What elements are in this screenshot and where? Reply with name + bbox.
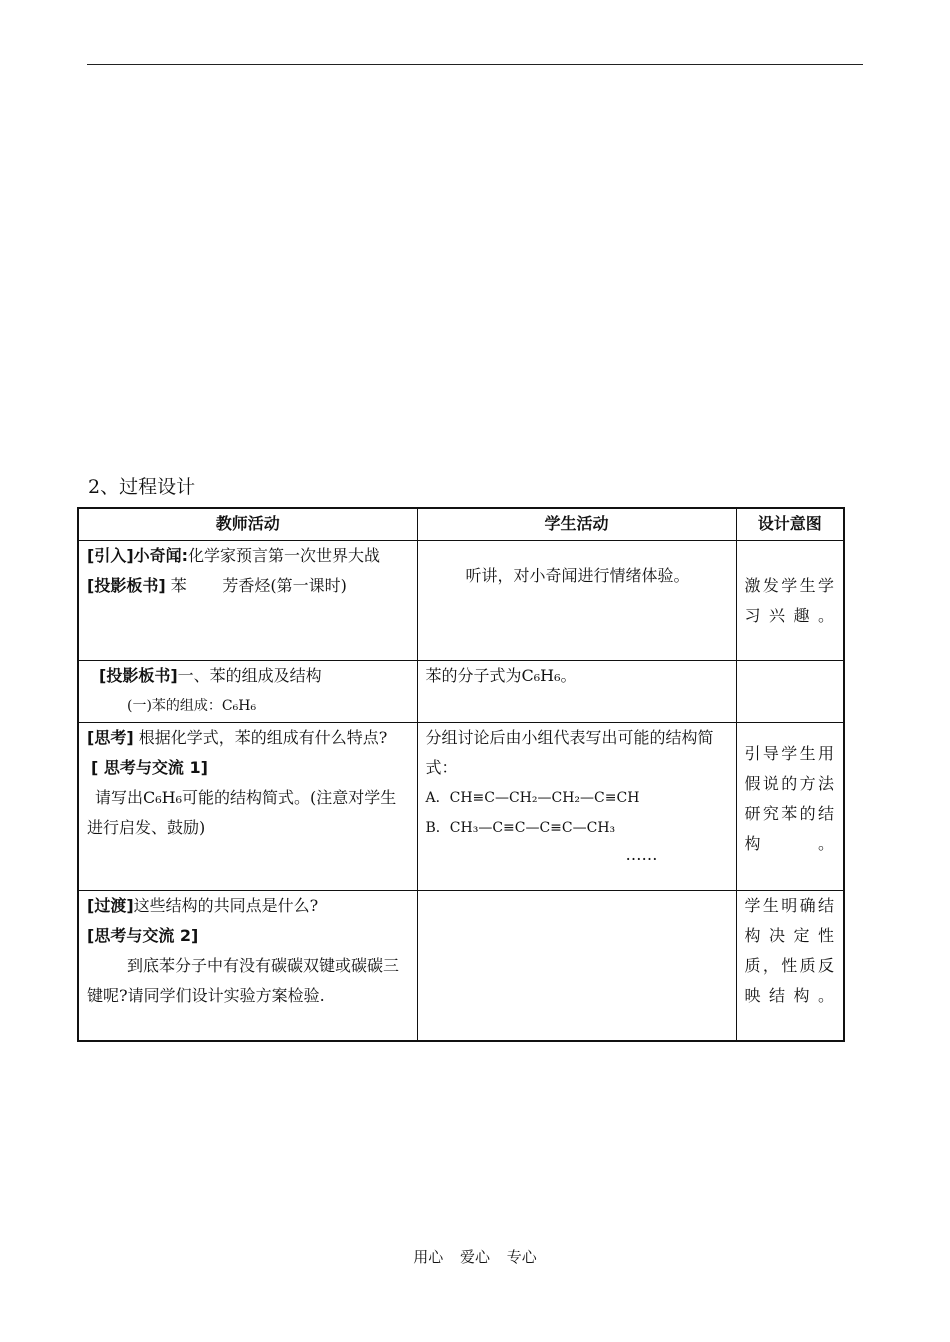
teacher-line: [投影板书] 苯 芳香烃(第一课时) <box>87 576 347 595</box>
intent-text: 学生明确结构决定性质，性质反映结构。 <box>744 896 835 1005</box>
student-line: 听讲，对小奇闻进行情绪体验。 <box>465 566 690 585</box>
formula-a: A．CH≡C—CH₂—CH₂—C≡CH <box>425 790 640 806</box>
formula-b: B．CH₃—C≡C—C≡C—CH₃ <box>425 820 616 836</box>
teacher-line: [思考与交流 2] <box>87 926 199 945</box>
table-row <box>78 891 844 1041</box>
table-header-row <box>78 508 844 541</box>
table-row <box>78 541 844 661</box>
design-intent-cell <box>736 891 844 1041</box>
section-heading: 2、过程设计 <box>88 476 196 498</box>
teacher-line: [ 思考与交流 1] <box>91 758 208 777</box>
footer-item: 专心 <box>506 1248 537 1266</box>
teacher-line: [引入]小奇闻:化学家预言第一次世界大战 <box>87 546 381 565</box>
teacher-line: 请写出C₆H₆可能的结构简式。(注意对学生进行启发、鼓励) <box>87 788 397 837</box>
table-row <box>78 661 844 723</box>
teacher-activity-cell <box>78 891 417 1041</box>
student-activity-cell <box>417 891 736 1041</box>
design-intent-cell <box>736 661 844 723</box>
teacher-activity-cell <box>78 541 417 661</box>
intent-text: 激发学生学习兴趣。 <box>744 576 835 625</box>
student-line: 分组讨论后由小组代表写出可能的结构简式： <box>425 728 714 777</box>
header-design-intent: 设计意图 <box>736 508 844 541</box>
design-intent-cell <box>736 541 844 661</box>
header-rule <box>87 64 863 65</box>
teacher-line: (一)苯的组成：C₆H₆ <box>127 698 257 714</box>
student-activity-cell <box>417 541 736 661</box>
teacher-line: [思考] 根据化学式，苯的组成有什么特点? <box>87 728 388 747</box>
intent-text: 引导学生用假说的方法研究苯的结构。 <box>744 744 835 853</box>
footer-item: 爱心 <box>459 1248 490 1266</box>
lesson-design-table <box>77 507 845 1042</box>
teacher-line: 到底苯分子中有没有碳碳双键或碳碳三键呢?请同学们设计实验方案检验. <box>87 956 400 1005</box>
teacher-line: [过渡]这些结构的共同点是什么? <box>87 896 319 915</box>
student-activity-cell <box>417 661 736 723</box>
student-activity-cell <box>417 723 736 891</box>
teacher-line: [投影板书]一、苯的组成及结构 <box>99 666 322 685</box>
teacher-activity-cell <box>78 723 417 891</box>
ellipsis: …… <box>625 845 658 864</box>
student-line: 苯的分子式为C₆H₆。 <box>425 666 577 685</box>
header-teacher-activity: 教师活动 <box>78 508 417 541</box>
design-intent-cell <box>736 723 844 891</box>
page-footer <box>0 1246 950 1267</box>
teacher-activity-cell <box>78 661 417 723</box>
table-row <box>78 723 844 891</box>
header-student-activity: 学生活动 <box>417 508 736 541</box>
footer-item: 用心 <box>413 1248 444 1266</box>
